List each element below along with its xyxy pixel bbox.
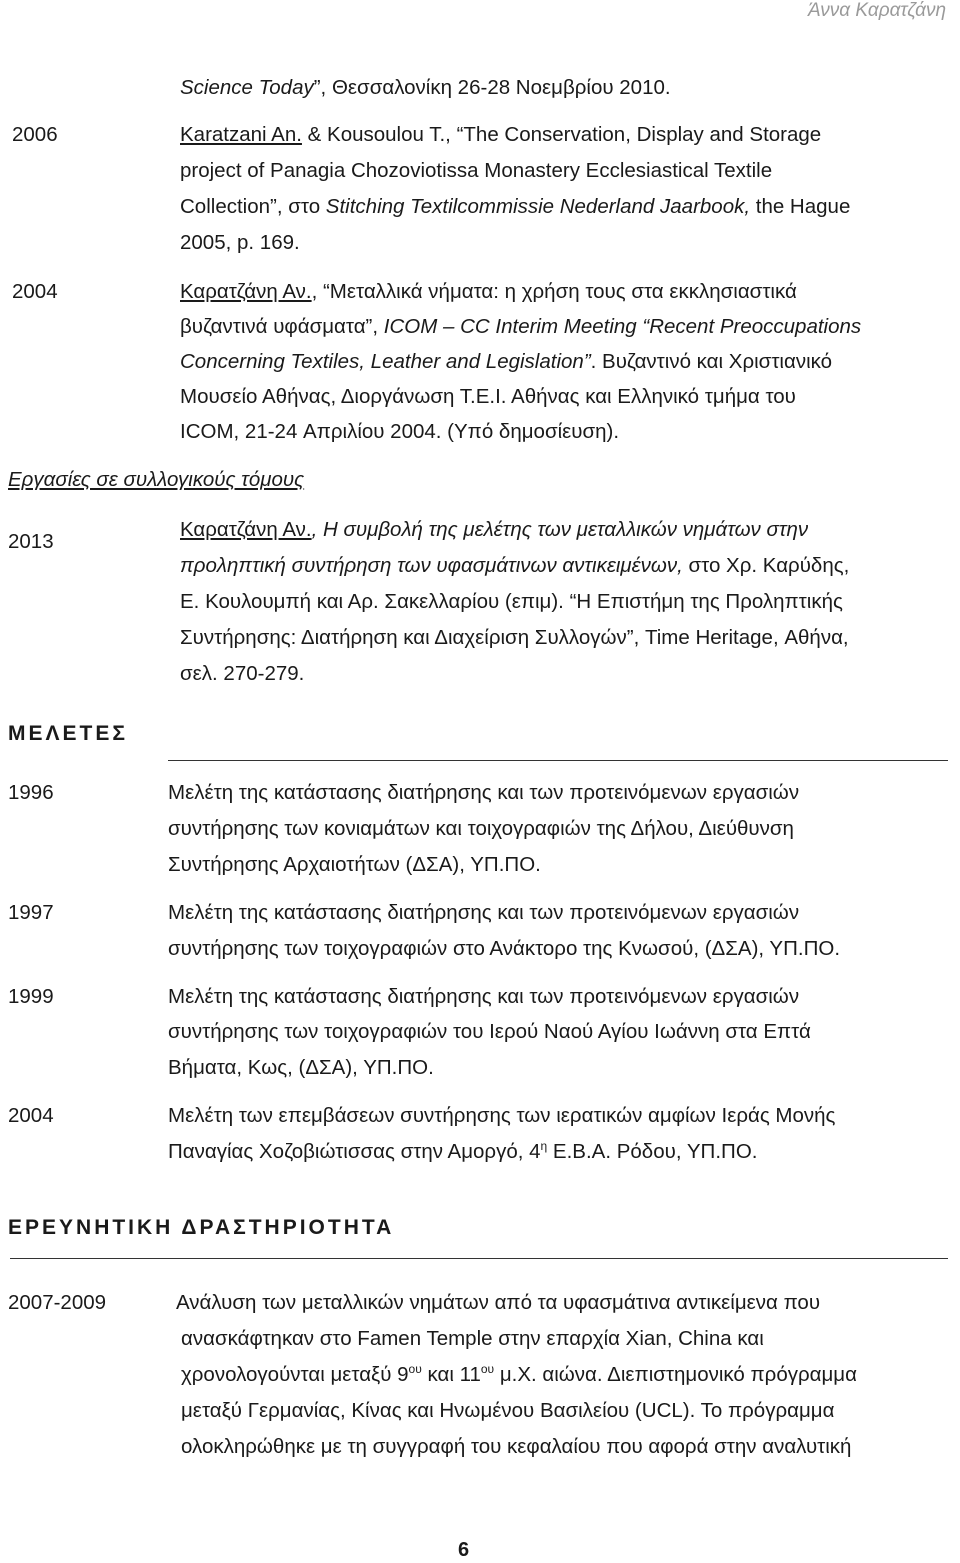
research-line [181, 1357, 857, 1392]
entry-year: 1997 [8, 901, 54, 924]
citation-text: στο Χρ. Καρύδης, [682, 554, 850, 577]
study-text: Παναγίας Χοζοβιώτισσας στην Αμοργό, 4 [168, 1140, 541, 1163]
study-line [168, 1134, 757, 1169]
citation-line [180, 344, 832, 379]
study-line: Μελέτη της κατάστασης διατήρησης και των προτεινόμενων εργασιών [168, 985, 800, 1008]
ordinal-superscript: ου [480, 1362, 495, 1377]
study-line: Συντήρησης Αρχαιοτήτων (ΔΣΑ), ΥΠ.ΠΟ. [168, 853, 541, 876]
section-rule [168, 760, 948, 761]
section-heading-research: ΕΡΕΥΝΗΤΙΚΗ ΔΡΑΣΤΗΡΙΟΤΗΤΑ [8, 1216, 395, 1239]
entry-year: 2013 [8, 530, 54, 553]
citation-text: the Hague [750, 195, 851, 218]
citation-text: & Kousoulou T., “The Conservation, Display and Storage [301, 123, 822, 146]
research-text: χρονολογούνται μεταξύ 9 [181, 1363, 409, 1386]
citation-line [180, 274, 797, 309]
continued-citation-rest: ”, Θεσσαλονίκη 26-28 Νοεμβρίου 2010. [313, 76, 671, 99]
research-line: ολοκληρώθηκε με τη συγγραφή του κεφαλαίου που αφορά στην αναλυτική [181, 1435, 852, 1458]
study-line: συντήρησης των τοιχογραφιών στο Ανάκτορο της Κνωσού, (ΔΣΑ), ΥΠ.ΠΟ. [168, 937, 841, 960]
citation-line: Μουσείο Αθήνας, Διοργάνωση Τ.Ε.Ι. Αθήνας και Ελληνικό τμήμα του [180, 385, 796, 408]
citation-text: , “Μεταλλικά νήματα: η χρήση τους στα εκκλησιαστικά [311, 280, 797, 303]
citation-line: 2005, p. 169. [180, 231, 300, 254]
page-number: 6 [458, 1539, 470, 1561]
entry-year: 1996 [8, 781, 54, 804]
citation-line [180, 309, 861, 344]
citation-line: ICOM, 21-24 Απριλίου 2004. (Υπό δημοσίευση). [180, 420, 620, 443]
entry-year: 2007-2009 [8, 1291, 107, 1314]
entry-year: 2004 [12, 280, 58, 303]
citation-title: προληπτική συντήρηση των υφασμάτινων αντικειμένων, [180, 554, 683, 577]
citation-line: σελ. 270-279. [180, 662, 305, 685]
citation-author: Καρατζάνη Αν. [180, 280, 312, 303]
journal-title: Science Today [180, 76, 314, 99]
citation-line [180, 117, 821, 152]
research-line: μεταξύ Γερμανίας, Κίνας και Ηνωμένου Βασιλείου (UCL). Το πρόγραμμα [181, 1399, 835, 1422]
study-line: Βήματα, Κως, (ΔΣΑ), ΥΠ.ΠΟ. [168, 1056, 434, 1079]
research-text: και 11 [421, 1363, 481, 1386]
citation-source-title: ICOM – CC Interim Meeting “Recent Preoccupations [383, 315, 862, 338]
entry-year: 2006 [12, 123, 58, 146]
study-line: συντήρησης των τοιχογραφιών του Ιερού Ναού Αγίου Ιωάννη στα Επτά [168, 1020, 811, 1043]
citation-text: βυζαντινά υφάσματα”, [180, 315, 384, 338]
citation-source-title: Concerning Textiles, Leather and Legislation” [180, 350, 591, 373]
citation-line: Ε. Κουλουμπή και Αρ. Σακελλαρίου (επιμ). “Η Επιστήμη της Προληπτικής [180, 590, 843, 613]
subsection-title: Εργασίες σε συλλογικούς τόμους [8, 468, 305, 491]
study-line: Μελέτη των επεμβάσεων συντήρησης των ιερατικών αμφίων Ιεράς Μονής [168, 1104, 836, 1127]
citation-line [180, 189, 850, 224]
citation-title: , Η συμβολή της μελέτης των μεταλλικών νημάτων στην [311, 518, 809, 541]
citation-line: Συντήρησης: Διατήρηση και Διαχείριση Συλλογών”, Time Heritage, Αθήνα, [180, 626, 849, 649]
citation-line [180, 512, 808, 547]
citation-line [180, 548, 849, 583]
research-text: μ.Χ. αιώνα. Διεπιστημονικό πρόγραμμα [494, 1363, 857, 1386]
ordinal-superscript: ου [408, 1362, 422, 1377]
citation-author: Karatzani An. [180, 123, 302, 146]
running-header-author: Άννα Καρατζάνη [807, 0, 946, 21]
citation-line: project of Panagia Chozoviotissa Monastery Ecclesiastical Textile [180, 159, 773, 182]
study-line: Μελέτη της κατάστασης διατήρησης και των προτεινόμενων εργασιών [168, 901, 800, 924]
entry-year: 1999 [8, 985, 54, 1008]
continued-citation-line [180, 70, 671, 105]
section-heading-studies: ΜΕΛΕΤΕΣ [8, 722, 128, 745]
study-line: Μελέτη της κατάστασης διατήρησης και των προτεινόμενων εργασιών [168, 781, 800, 804]
research-line: Ανάλυση των μεταλλικών νημάτων από τα υφασμάτινα αντικείμενα που [176, 1291, 821, 1314]
ordinal-superscript: η [540, 1139, 548, 1154]
citation-source-title: Stitching Textilcommissie Nederland Jaarbook, [325, 195, 751, 218]
section-rule [10, 1258, 948, 1259]
study-text: Ε.Β.Α. Ρόδου, ΥΠ.ΠΟ. [547, 1140, 758, 1163]
citation-text: Collection”, στο [180, 195, 326, 218]
citation-author: Καρατζάνη Αν. [180, 518, 312, 541]
entry-year: 2004 [8, 1104, 54, 1127]
study-line: συντήρησης των κονιαμάτων και τοιχογραφιών της Δήλου, Διεύθυνση [168, 817, 794, 840]
research-line: ανασκάφτηκαν στο Famen Temple στην επαρχία Xian, China και [181, 1327, 764, 1350]
citation-text: . Βυζαντινό και Χριστιανικό [590, 350, 833, 373]
